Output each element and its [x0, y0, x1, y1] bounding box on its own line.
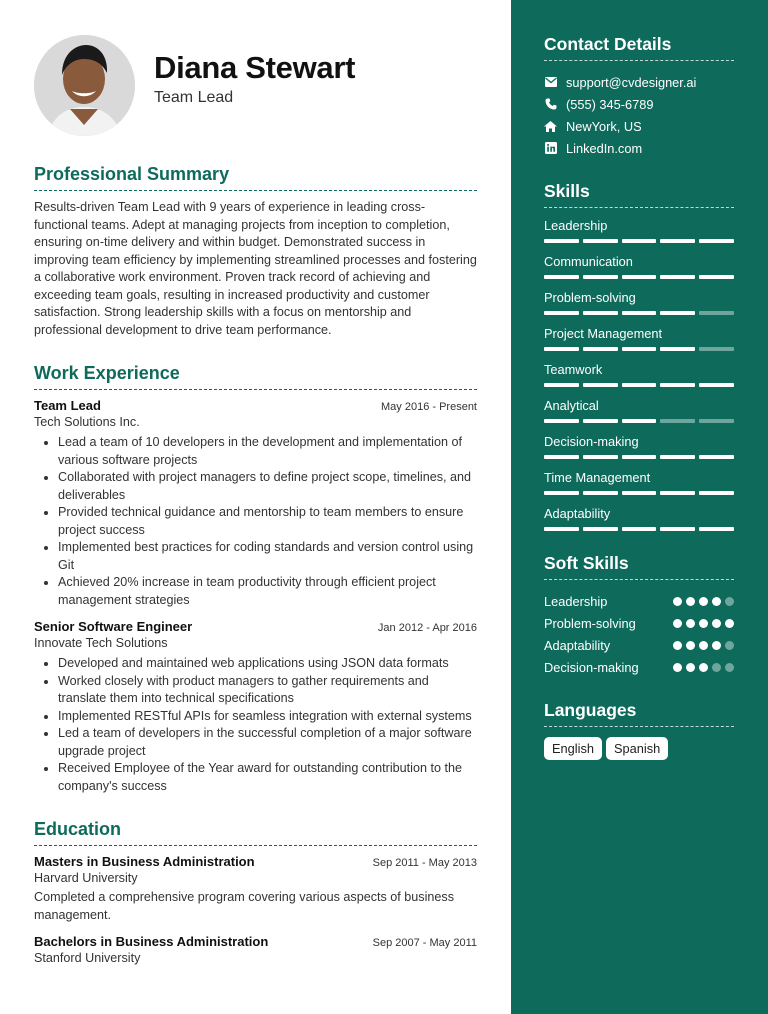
summary-text: Results-driven Team Lead with 9 years of experience in leading cross-functional teams. Adept at managing projects from inception to completion, ensuring on-time delivery and within budget. Demonstrated success in improving team efficiency by implementing streamlined processes and fostering a collaborative work environment. Proven track record of achieving and exceeding team goals, resulting in increased productivity and customer satisfaction. Strong leadership skills with a focus on mentorship and professional development to drive team performance. — [34, 200, 477, 337]
soft-skill-rating-dots — [673, 597, 734, 606]
rating-segment — [699, 239, 734, 243]
rating-segment — [660, 239, 695, 243]
job-company: Innovate Tech Solutions — [34, 636, 168, 650]
linkedin-icon — [544, 142, 557, 155]
list-item: • Achieved 20% increase in team productivity through efficient project management strategies — [58, 574, 477, 609]
soft-skill-name: Leadership — [544, 593, 608, 609]
contact-linkedin[interactable] — [544, 137, 734, 159]
rating-segment — [622, 311, 657, 315]
rating-dot — [673, 641, 682, 650]
rating-dot — [686, 663, 695, 672]
rating-segment — [660, 455, 695, 459]
soft-skill-rating-dots — [673, 619, 734, 628]
skill-item — [544, 398, 734, 423]
education-date: Sep 2007 - May 2011 — [372, 937, 477, 949]
school-name: Harvard University — [34, 871, 138, 885]
rating-segment — [544, 527, 579, 531]
skill-name: Project Management — [544, 326, 663, 341]
skill-item — [544, 290, 734, 315]
school-name: Stanford University — [34, 951, 141, 965]
rating-segment — [660, 275, 695, 279]
skill-item — [544, 506, 734, 531]
section-title-experience: Work Experience — [34, 363, 477, 390]
rating-segment — [583, 239, 618, 243]
job-title: Senior Software Engineer — [34, 619, 193, 634]
rating-dot — [725, 597, 734, 606]
list-item: • Lead a team of 10 developers in the development and implementation of various software projects — [58, 434, 477, 469]
job-entry — [34, 398, 477, 609]
contact-linkedin-text: LinkedIn.com — [566, 140, 643, 156]
rating-dot — [725, 641, 734, 650]
soft-skill-name: Problem-solving — [544, 615, 636, 631]
skill-rating-bar — [544, 239, 734, 243]
list-item: • Led a team of developers in the successful completion of a major software upgrade project — [58, 725, 477, 760]
section-title-education: Education — [34, 819, 477, 846]
rating-dot — [699, 663, 708, 672]
rating-dot — [712, 619, 721, 628]
skill-item — [544, 434, 734, 459]
rating-dot — [712, 641, 721, 650]
languages-list — [544, 737, 734, 760]
rating-dot — [712, 597, 721, 606]
rating-segment — [583, 383, 618, 387]
skill-rating-bar — [544, 347, 734, 351]
soft-skills-section — [544, 553, 734, 678]
rating-segment — [660, 311, 695, 315]
soft-skill-item — [544, 634, 734, 656]
skill-item — [544, 218, 734, 243]
rating-segment — [544, 239, 579, 243]
list-item: • Provided technical guidance and mentorship to team members to ensure project success — [58, 504, 477, 539]
skill-item — [544, 362, 734, 387]
experience-section — [34, 363, 477, 795]
soft-skill-rating-dots — [673, 641, 734, 650]
languages-section — [544, 700, 734, 760]
skill-item — [544, 254, 734, 279]
rating-segment — [544, 419, 579, 423]
rating-segment — [622, 239, 657, 243]
rating-dot — [686, 641, 695, 650]
candidate-name: Diana Stewart — [154, 50, 356, 85]
rating-dot — [712, 663, 721, 672]
rating-segment — [622, 527, 657, 531]
rating-segment — [660, 383, 695, 387]
candidate-role: Team Lead — [154, 89, 234, 106]
soft-skill-rating-dots — [673, 663, 734, 672]
rating-dot — [673, 597, 682, 606]
rating-segment — [583, 527, 618, 531]
rating-segment — [544, 275, 579, 279]
education-entry — [34, 934, 477, 965]
section-title-contact: Contact Details — [544, 34, 734, 61]
section-title-soft-skills: Soft Skills — [544, 553, 734, 580]
soft-skill-item — [544, 590, 734, 612]
list-item: • Received Employee of the Year award for outstanding contribution to the company's success — [58, 760, 477, 795]
contact-phone[interactable] — [544, 93, 734, 115]
skills-section — [544, 181, 734, 531]
skill-rating-bar — [544, 527, 734, 531]
rating-segment — [622, 455, 657, 459]
rating-segment — [583, 419, 618, 423]
rating-segment — [660, 347, 695, 351]
rating-segment — [699, 455, 734, 459]
section-title-languages: Languages — [544, 700, 734, 727]
contact-section — [544, 34, 734, 159]
phone-icon — [544, 98, 557, 111]
skill-rating-bar — [544, 311, 734, 315]
soft-skill-item — [544, 612, 734, 634]
rating-segment — [699, 491, 734, 495]
section-title-skills: Skills — [544, 181, 734, 208]
job-date: Jan 2012 - Apr 2016 — [377, 622, 477, 634]
job-bullets — [58, 434, 477, 609]
skill-rating-bar — [544, 275, 734, 279]
rating-dot — [699, 597, 708, 606]
rating-segment — [583, 311, 618, 315]
rating-segment — [544, 455, 579, 459]
skill-name: Time Management — [544, 470, 651, 485]
skill-name: Problem-solving — [544, 290, 636, 305]
contact-location — [544, 115, 734, 137]
list-item: • Worked closely with product managers to gather requirements and translate them into technical specifications — [58, 673, 477, 708]
job-entry — [34, 619, 477, 795]
contact-email-text: support@cvdesigner.ai — [566, 74, 697, 90]
skill-rating-bar — [544, 419, 734, 423]
job-company: Tech Solutions Inc. — [34, 415, 140, 429]
home-icon — [544, 120, 557, 133]
skill-name: Communication — [544, 254, 633, 269]
rating-dot — [686, 597, 695, 606]
rating-segment — [622, 491, 657, 495]
education-section — [34, 819, 477, 965]
rating-segment — [699, 275, 734, 279]
rating-segment — [544, 491, 579, 495]
list-item: • Implemented best practices for coding standards and version control using Git — [58, 539, 477, 574]
rating-segment — [544, 311, 579, 315]
rating-segment — [583, 275, 618, 279]
soft-skill-name: Decision-making — [544, 659, 639, 675]
resume-header — [34, 0, 477, 160]
rating-segment — [660, 527, 695, 531]
rating-dot — [725, 619, 734, 628]
rating-dot — [673, 619, 682, 628]
section-title-summary: Professional Summary — [34, 164, 477, 191]
rating-dot — [699, 641, 708, 650]
rating-dot — [725, 663, 734, 672]
list-item: • Implemented RESTful APIs for seamless integration with external systems — [58, 708, 477, 726]
rating-segment — [699, 527, 734, 531]
rating-segment — [699, 383, 734, 387]
rating-segment — [622, 347, 657, 351]
skill-item — [544, 326, 734, 351]
rating-segment — [622, 419, 657, 423]
rating-segment — [699, 419, 734, 423]
education-description: Completed a comprehensive program covering various aspects of business management. — [34, 890, 455, 922]
skills-list — [544, 218, 734, 531]
skill-item — [544, 470, 734, 495]
skill-name: Decision-making — [544, 434, 639, 449]
education-date: Sep 2011 - May 2013 — [372, 857, 477, 869]
rating-segment — [699, 311, 734, 315]
list-item: • Developed and maintained web applications using JSON data formats — [58, 655, 477, 673]
skill-name: Analytical — [544, 398, 599, 413]
envelope-icon — [544, 76, 557, 89]
education-entry — [34, 854, 477, 924]
rating-dot — [686, 619, 695, 628]
rating-segment — [699, 347, 734, 351]
avatar — [34, 35, 135, 136]
soft-skill-item — [544, 656, 734, 678]
rating-segment — [583, 491, 618, 495]
contact-phone-text: (555) 345-6789 — [566, 96, 654, 112]
degree-title: Bachelors in Business Administration — [34, 934, 269, 949]
skill-name: Teamwork — [544, 362, 603, 377]
job-date: May 2016 - Present — [381, 401, 477, 413]
rating-segment — [660, 419, 695, 423]
job-bullets — [58, 655, 477, 795]
language-tag: Spanish — [606, 737, 668, 760]
soft-skills-list — [544, 590, 734, 678]
rating-segment — [622, 275, 657, 279]
language-tag: English — [544, 737, 602, 760]
summary-section — [34, 164, 477, 339]
skill-rating-bar — [544, 491, 734, 495]
skill-name: Leadership — [544, 218, 608, 233]
rating-segment — [660, 491, 695, 495]
contact-email[interactable] — [544, 71, 734, 93]
sidebar — [511, 0, 768, 1014]
rating-dot — [673, 663, 682, 672]
rating-segment — [544, 383, 579, 387]
rating-segment — [583, 455, 618, 459]
skill-rating-bar — [544, 383, 734, 387]
contact-location-text: NewYork, US — [566, 118, 642, 134]
rating-segment — [544, 347, 579, 351]
rating-segment — [622, 383, 657, 387]
degree-title: Masters in Business Administration — [34, 854, 255, 869]
soft-skill-name: Adaptability — [544, 637, 611, 653]
skill-rating-bar — [544, 455, 734, 459]
list-item: • Collaborated with project managers to define project scope, timelines, and deliverables — [58, 469, 477, 504]
job-title: Team Lead — [34, 398, 101, 413]
rating-dot — [699, 619, 708, 628]
rating-segment — [583, 347, 618, 351]
skill-name: Adaptability — [544, 506, 611, 521]
